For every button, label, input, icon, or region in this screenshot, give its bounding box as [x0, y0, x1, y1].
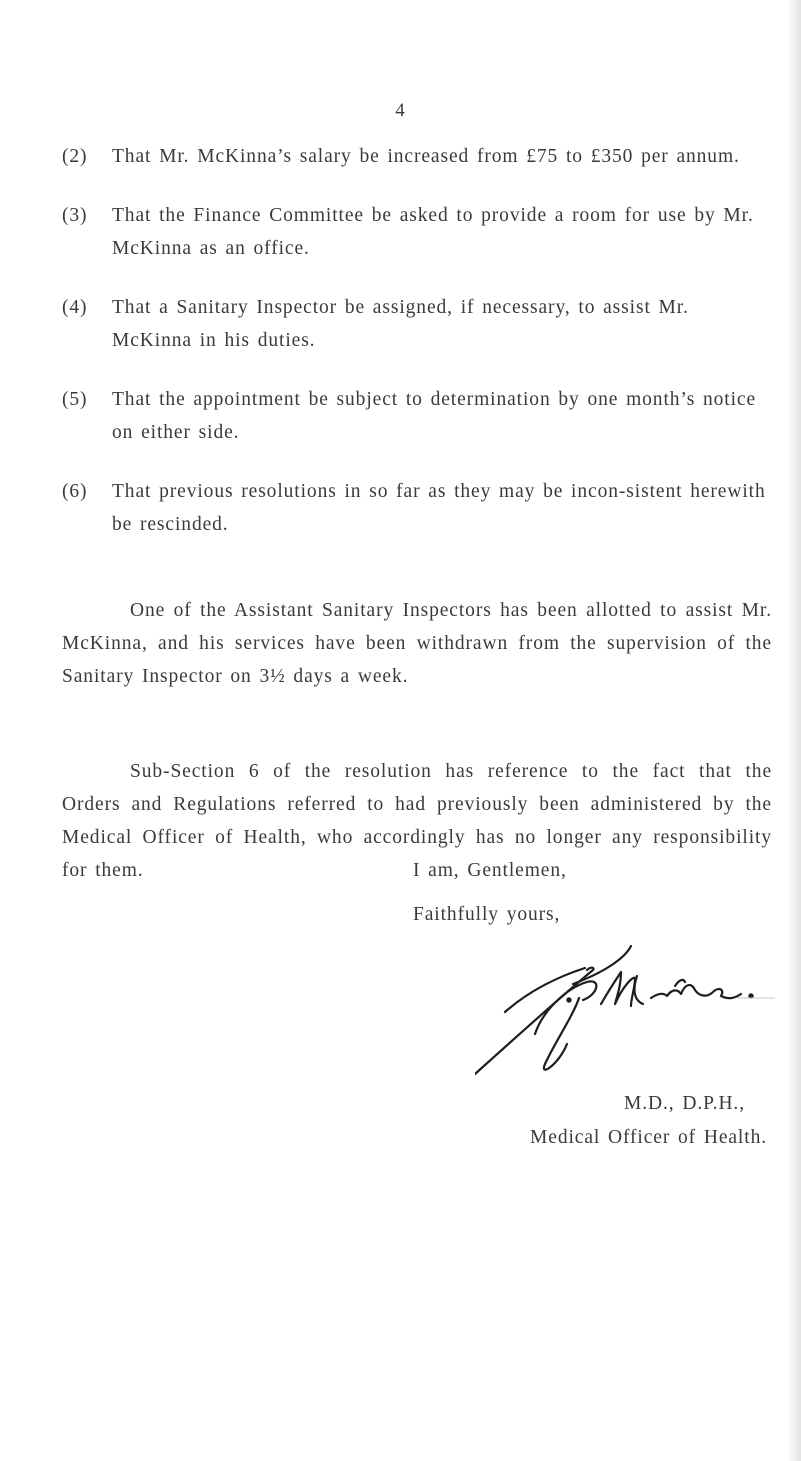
page-edge-shadow: [787, 0, 801, 1461]
signature-drawing: [475, 938, 775, 1078]
resolution-number: (4): [62, 297, 88, 318]
closing-salutation: I am, Gentlemen,: [413, 860, 567, 881]
resolution-number: (6): [62, 481, 88, 502]
resolution-text: That the Finance Committee be asked to provide a room for use by Mr. McKinna as an office.: [112, 205, 754, 259]
closing-valediction: Faithfully yours,: [413, 904, 561, 925]
signature-title: Medical Officer of Health.: [530, 1127, 767, 1148]
resolution-text: That Mr. McKinna’s salary be increased from £75 to £350 per annum.: [112, 146, 740, 167]
page-number: 4: [395, 100, 406, 121]
resolution-item: [62, 199, 770, 265]
paragraph-text: Sub-Section 6 of the resolution has reference to the fact that the Orders and Regulations referred to had previously been administered by the Medical Officer of Health, who accordingly has no longer any responsibility for them.: [62, 761, 772, 881]
handwritten-signature: [475, 938, 775, 1078]
resolution-text: That previous resolutions in so far as they may be incon-sistent herewith be rescinded.: [112, 481, 766, 535]
resolution-number: (5): [62, 389, 88, 410]
resolution-text: That a Sanitary Inspector be assigned, if necessary, to assist Mr. McKinna in his duties.: [112, 297, 689, 351]
resolution-number: (3): [62, 205, 88, 226]
paragraph-assistant-inspectors: [62, 594, 772, 693]
resolution-text: That the appointment be subject to determination by one month’s notice on either side.: [112, 389, 757, 443]
resolution-number: (2): [62, 146, 88, 167]
resolutions-list: [62, 140, 770, 567]
signature-degrees: M.D., D.P.H.,: [624, 1093, 745, 1114]
resolution-item: [62, 475, 770, 541]
resolution-item: [62, 140, 770, 173]
paragraph-text: One of the Assistant Sanitary Inspectors has been allotted to assist Mr. McKinna, and his services have been withdrawn from the supervision of the Sanitary Inspector on 3½ days a week.: [62, 600, 772, 687]
resolution-item: [62, 291, 770, 357]
resolution-item: [62, 383, 770, 449]
